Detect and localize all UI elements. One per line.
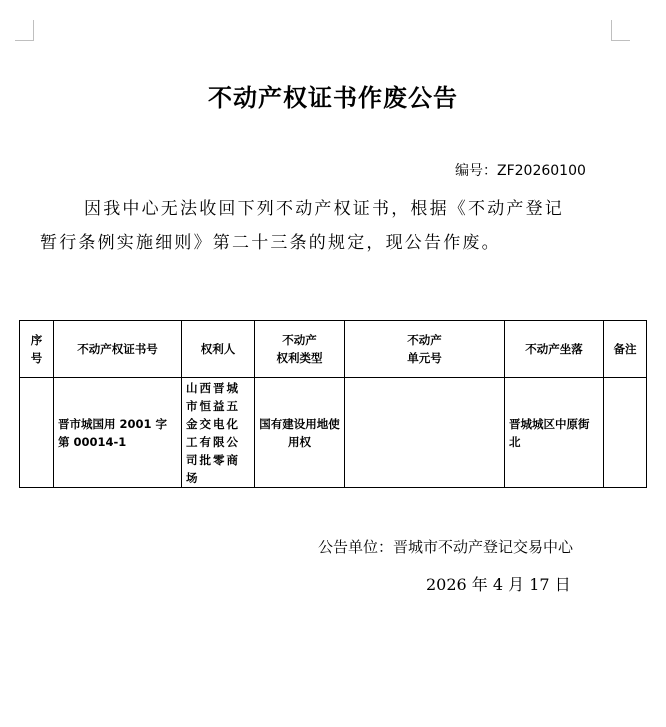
document-number [455, 160, 586, 180]
cell-cert-no: 晋市城国用 2001 字第 00014-1 [54, 378, 182, 488]
document-number-label: 编号： [455, 163, 497, 179]
cell-unit-no [345, 378, 505, 488]
page-corner-mark-top-right [611, 20, 630, 41]
header-cert-no: 不动产权证书号 [54, 321, 182, 378]
cell-location: 晋城城区中原街北 [505, 378, 604, 488]
header-right-type: 不动产 权利类型 [255, 321, 345, 378]
cell-right-type: 国有建设用地使用权 [255, 378, 345, 488]
header-location: 不动产坐落 [505, 321, 604, 378]
document-title: 不动产权证书作废公告 [208, 83, 458, 112]
notice-body-line-1: 因我中心无法收回下列不动产权证书，根据《不动产登记 [84, 199, 564, 219]
page-corner-mark-top-left [15, 20, 34, 41]
issuing-unit-name: 晋城市不动产登记交易中心 [393, 538, 574, 556]
notice-body-line-2: 暂行条例实施细则》第二十三条的规定，现公告作废。 [40, 233, 501, 253]
cell-seq [20, 378, 54, 488]
notice-body [40, 192, 620, 260]
header-seq: 序 号 [20, 321, 54, 378]
cell-holder: 山西晋城市恒益五金交电化工有限公司批零商场 [182, 378, 255, 488]
issuing-unit-label: 公告单位： [318, 538, 394, 556]
header-unit-no: 不动产 单元号 [345, 321, 505, 378]
void-certificate-table [19, 320, 647, 488]
header-holder: 权利人 [182, 321, 255, 378]
cell-remark [604, 378, 647, 488]
notice-date: 2026 年 4 月 17 日 [426, 575, 571, 594]
table-row [20, 378, 647, 488]
header-remark: 备注 [604, 321, 647, 378]
table-header-row [20, 321, 647, 378]
issuing-unit [318, 536, 573, 557]
document-number-value: ZF20260100 [497, 163, 586, 179]
